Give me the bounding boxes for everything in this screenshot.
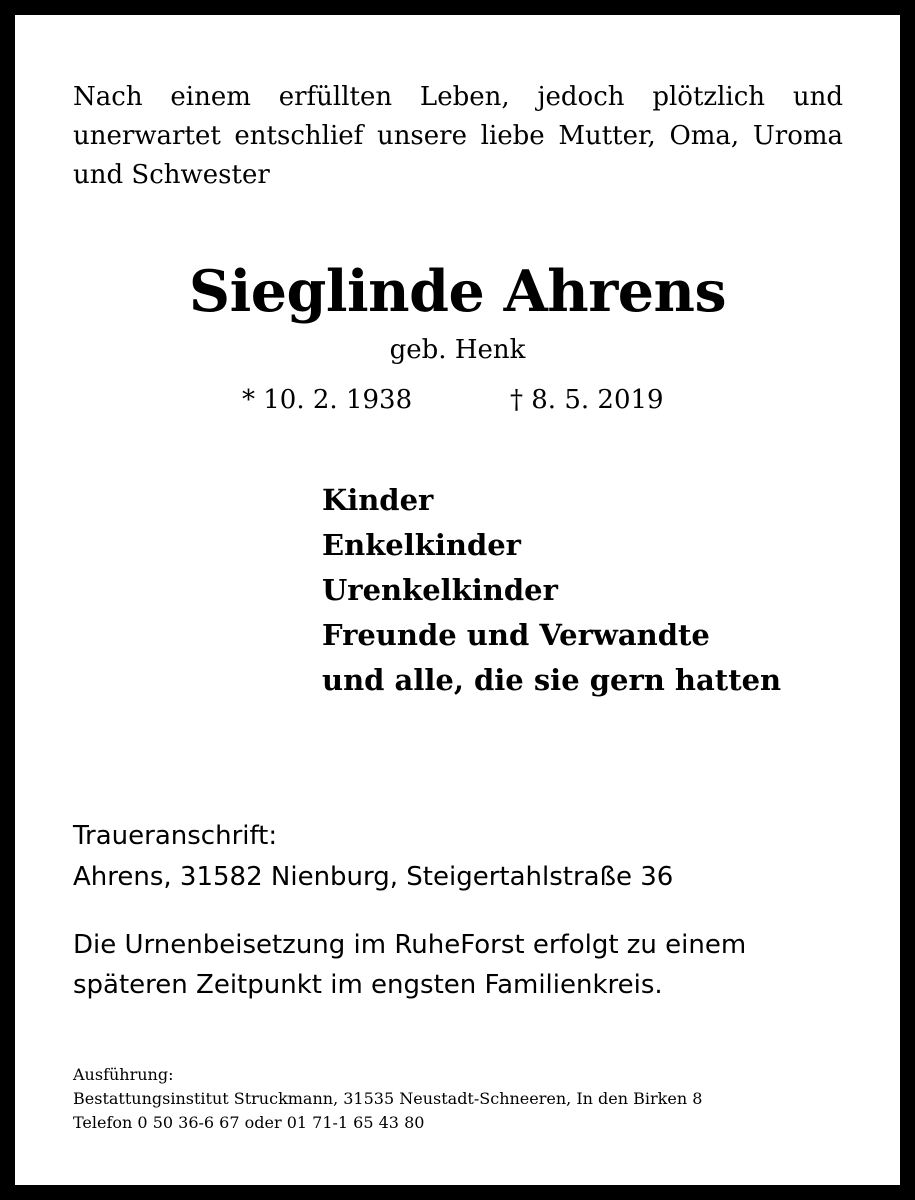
mourner-line: Enkelkinder: [322, 528, 521, 562]
funeral-note: [73, 925, 853, 1005]
death-date: † 8. 5. 2019: [510, 385, 664, 415]
mourner-line: Urenkelkinder: [322, 573, 558, 607]
birth-date: * 10. 2. 1938: [242, 385, 413, 415]
funeral-home-info: [73, 1063, 702, 1135]
funeral-note-line: Die Urnenbeisetzung im RuheForst erfolgt zu einem: [73, 930, 747, 960]
deceased-name: Sieglinde Ahrens: [188, 258, 727, 325]
mourner-line: Kinder: [322, 483, 434, 517]
condolence-address: Ahrens, 31582 Nienburg, Steigertahlstraße 36: [73, 862, 674, 892]
condolence-address-label: Traueranschrift:: [73, 821, 278, 851]
funeral-note-line: späteren Zeitpunkt im engsten Familienkreis.: [73, 970, 663, 1000]
maiden-name: geb. Henk: [389, 335, 526, 365]
mourners-list: [322, 478, 781, 703]
footer-label: Ausführung:: [73, 1065, 174, 1084]
funeral-home-phone: Telefon 0 50 36-6 67 oder 01 71-1 65 43 80: [73, 1113, 425, 1132]
mourner-line: Freunde und Verwandte: [322, 618, 710, 652]
mourner-line: und alle, die sie gern hatten: [322, 663, 782, 697]
intro-text: Nach einem erfüllten Leben, jedoch plötzlich und unerwartet entschlief unsere liebe Mutter, Oma, Uroma und Schwester: [73, 82, 843, 190]
funeral-home-name: Bestattungsinstitut Struckmann, 31535 Neustadt-Schneeren, In den Birken 8: [73, 1089, 703, 1108]
